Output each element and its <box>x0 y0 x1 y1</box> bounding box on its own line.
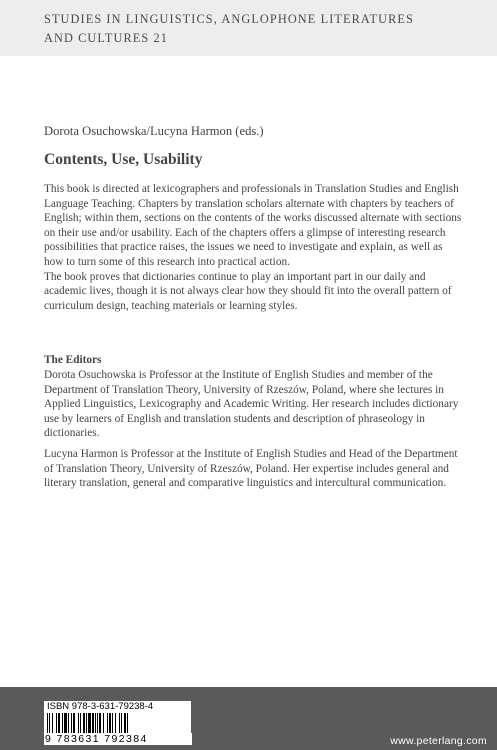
editors-line: Dorota Osuchowska/Lucyna Harmon (eds.) <box>44 124 264 138</box>
editor-bio-harmon: Lucyna Harmon is Professor at the Institute of English Studies and Head of the Department of Translation Theory, University of Rzeszów, Poland. Her expertise includes general and literary translation, general and comparative linguistics and intercultural communication. <box>44 447 458 490</box>
description-paragraph-1: This book is directed at lexicographers and professionals in Translation Studies and English Language Teaching. Chapters by translation scholars alternate with chapters by teachers of English; within them, sections on the contents of the works discussed alternate with sections on their use and/or usability. Each of the chapters offers a glimpse of interesting research possibilities that practice raises, the issues we need to investigate and explain, as well as how to turn some of this research into practical action. <box>44 183 462 268</box>
description-paragraph-2: The book proves that dictionaries continue to play an important part in our daily and academic lives, though it is not always clear how they should fit into the overall pattern of curriculum design, teaching materials or learning styles. <box>44 270 452 312</box>
editors-heading: The Editors <box>44 354 102 367</box>
series-header <box>0 0 497 56</box>
isbn-label: ISBN 978-3-631-79238-4 <box>47 701 154 712</box>
back-cover-content <box>44 123 464 491</box>
barcode-number: 9 783631 792384 <box>44 733 192 745</box>
series-title-line-2: AND CULTURES 21 <box>44 31 168 45</box>
book-title: Contents, Use, Usability <box>44 151 203 168</box>
isbn-barcode-block <box>44 701 191 745</box>
editor-bio-osuchowska: Dorota Osuchowska is Professor at the Institute of English Studies and member of the Department of Translation Theory, University of Rzeszów, Poland, where she lectures in Applied Linguistics, Lexicography and Academic Writing. Her research includes dictionary use by learners of English and translation students and description of phraseology in dictionaries. <box>44 368 459 440</box>
publisher-website: www.peterlang.com <box>390 735 487 747</box>
series-title-line-1: STUDIES IN LINGUISTICS, ANGLOPHONE LITERATURES <box>44 12 414 26</box>
series-title <box>44 10 484 48</box>
